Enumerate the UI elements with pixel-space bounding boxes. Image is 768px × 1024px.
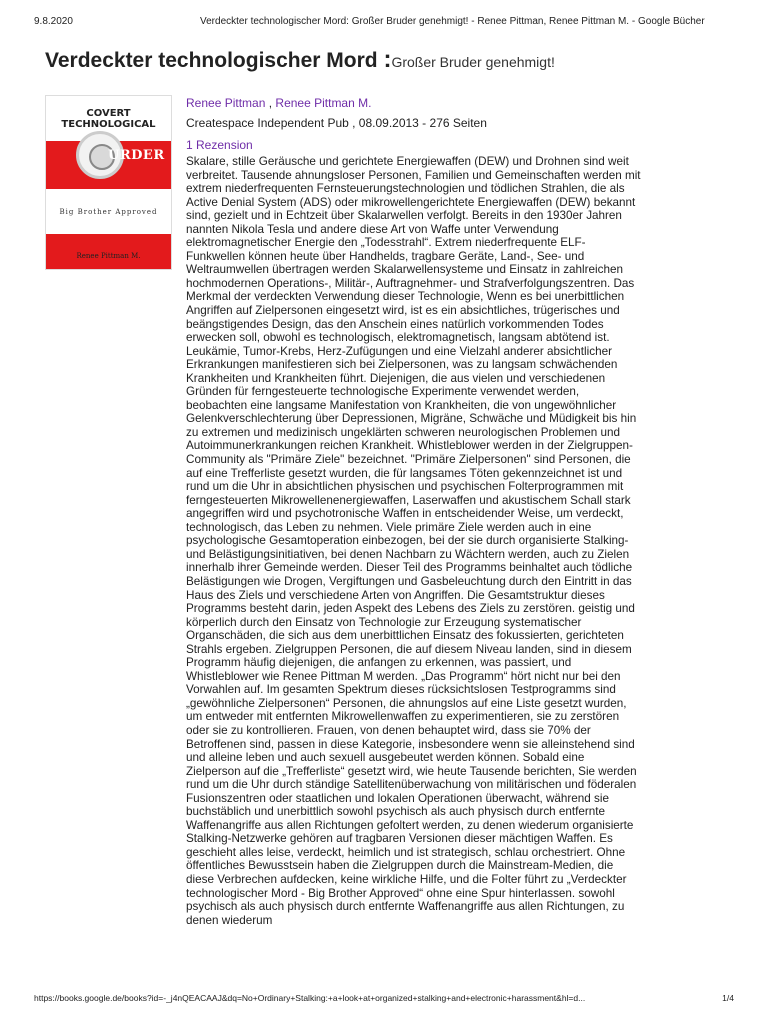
print-page-title: Verdeckter technologischer Mord: Großer Bruder genehmigt! - Renee Pittman, Renee Pittman M. - Google Bücher: [200, 16, 705, 27]
book-metadata: [186, 95, 487, 132]
cover-author: Renee Pittman M.: [76, 252, 141, 260]
author-links: [186, 95, 487, 112]
cover-tagline: Big Brother Approved: [59, 208, 158, 216]
print-url: https://books.google.de/books?id=-_j4nQEACAAJ&dq=No+Ordinary+Stalking:+a+look+at+organized+stalking+and+electronic+harassment&hl=d...: [34, 993, 586, 1003]
book-cover-image[interactable]: [45, 95, 172, 270]
page-number: 1/4: [722, 993, 734, 1003]
publisher-line: Createspace Independent Pub , 08.09.2013 - 276 Seiten: [186, 116, 487, 130]
print-date: 9.8.2020: [34, 16, 73, 27]
author-separator: ,: [265, 96, 276, 110]
author-link-1[interactable]: Renee Pittman: [186, 96, 266, 110]
print-header: [34, 16, 734, 30]
cover-murder-word: URDER: [108, 148, 165, 163]
print-footer: [34, 993, 734, 1005]
book-description: Skalare, stille Geräusche und gerichtete Energiewaffen (DEW) und Drohnen sind weit verbreitet. Tausende ahnungsloser Personen, Familien und Gemeinschaften werden mit extrem niederfrequenten Fernsteuerungstechnologien und tödlichen Strahlen, die als Active Denial System (ADS) oder mikrowellengerichtete Energiewaffen (DEW) bekannt sind, gezielt und in Echtzeit über Skalarwellen verfolgt. Bereits in den 1930er Jahren nannten Nikola Tesla und andere diese Art von Waffe unter Verwendung elektromagnetischer Energie den „Todesstrahl“. Extrem niederfrequente ELF-Funkwellen können heute über Handhelds, tragbare Geräte, Land-, See- und Weltraumwellen übertragen werden Skalarwellensysteme und Einsatz in zahlreichen hochmodernen Operations-, Militär-, Auftragnehmer- und Strafverfolgungszentren. Das Merkmal der verdeckten Verwendung dieser Technologie, Wenn es bei unerbittlichen Angriffen auf Zielpersonen eingesetzt wird, ist es ein absichtliches, trügerisches und beängstigendes Design, das den Anschein eines natürlich vorkommenden Todes erwecken soll, obwohl es technologisch, elektromagnetisch, langsam abtötend ist. Leukämie, Tumor-Krebs, Herz-Zufügungen und eine Vielzahl anderer absichtlicher Erkrankungen manifestieren sich bei Zielpersonen, was zu langsam schwächenden Krankheiten und Krankheiten führt. Diejenigen, die aus vielen und verschiedenen Gründen für ferngesteuerte technologische Experimente verwendet werden, beobachten eine langsame Manifestation von Krankheiten, die von ungewöhnlicher Gelenkverschlechterung über Depressionen, Migräne, Schwäche und Müdigkeit bis hin zu extremen und medizinisch ungeklärten schweren neurologischen Problemen und Autoimmunerkrankungen reichen Krankheit. Whistleblower werden in der Zielgruppen-Community als "Primäre Ziele" bezeichnet. "Primäre Zielpersonen" sind Personen, die auf eine Trefferliste gesetzt wurden, die für langsames Töten gekennzeichnet ist und rund um die Uhr in absichtlichen physischen und psychischen Folterprogrammen mit ferngesteuerten Mikrowellenenergiewaffen, Laserwaffen und akustischem Schall stark angegriffen wird und psychotronische Waffen in entscheidender Weise, um verdeckt, technologisch, das Leben zu nehmen. Viele primäre Ziele werden auch in eine psychologische Gesamtoperation einbezogen, bei der sie durch organisierte Stalking- und Belästigungsinitiativen, bei denen Nachbarn zu Wächtern werden, auch zu Zielen innerhalb ihrer Gemeinde werden. Dieser Teil des Programms beinhaltet auch tödliche Belästigungen wie Drogen, Vergiftungen und Gasbeleuchtung durch den Eintritt in das Haus des Ziels und verschiedene Arten von Angriffen. Die Gesamtstruktur dieses Programms besteht darin, jeden Aspekt des Lebens des Ziels zu zerstören. geistig und körperlich durch den Einsatz von Technologie zur Erzeugung systematischer Organschäden, die sich aus dem unerbittlichen Einsatz des fokussierten, gerichteten Strahls ergeben. Zielgruppen Personen, die auf diesem Niveau landen, sind in diesem Programm häufig diejenigen, die anfangen zu erkennen, was passiert, und Whistleblower wie Renee Pittman M werden. „Das Programm“ hört nicht nur bei den Vorwahlen auf. Im gesamten Spektrum dieses rücksichtslosen Testprogramms sind „gewöhnliche Zielpersonen“ Personen, die ahnungslos auf eine Liste gesetzt wurden, um entweder mit entfernten Mikrowellenwaffen zu experimentieren, sie zu zerstören oder sie zu kontrollieren. Frauen, von denen behauptet wird, dass sie 70% der Betroffenen sind, passen in diese Kategorie, insbesondere wenn sie alleinstehend sind und alleine leben und auch sexuell ausgebeutet werden können. Sobald eine Zielperson auf die „Trefferliste“ gesetzt wird, wie heute Tausende berichten, Sie werden rund um die Uhr durch ständige Satellitenüberwachung von militärischen und föderalen Fusionszentren oder staatlichen und lokalen Operationen überwacht, während sie buchstäblich und unerbittlich sowohl psychisch als auch physisch durch entfernte Waffenangriffe aus allen Richtungen gefoltert werden, zu denen wiederum organisierte Stalking-Netzwerke gehören auf tragbaren Versionen dieser mächtigen Waffen. Es geschieht alles leise, verdeckt, heimlich und ist strategisch, schlau orchestriert. Ohne öffentliches Bewusstsein haben die Zielgruppen durch die Mainstream-Medien, die diese Verbrechen aufdecken, keine wirkliche Hilfe, und die Folter führt zu „Verdeckter technologischer Mord - Big Brother Approved“ ohne eine Spur hinterlassen. sowohl psychisch als auch physisch durch entfernte Waffenangriffe aus allen Richtungen, zu denen wiederum: [186, 155, 641, 927]
cover-title-text: [46, 108, 171, 130]
title-separator: :: [383, 46, 392, 73]
book-subtitle: Großer Bruder genehmigt!: [391, 54, 555, 70]
reviews-link[interactable]: 1 Rezension: [186, 138, 253, 152]
cover-line-1: COVERT: [86, 108, 131, 119]
cover-line-2: TECHNOLOGICAL: [61, 119, 156, 130]
book-title-main: Verdeckter technologischer Mord: [45, 49, 378, 72]
book-title: [45, 46, 748, 74]
author-link-2[interactable]: Renee Pittman M.: [275, 96, 372, 110]
